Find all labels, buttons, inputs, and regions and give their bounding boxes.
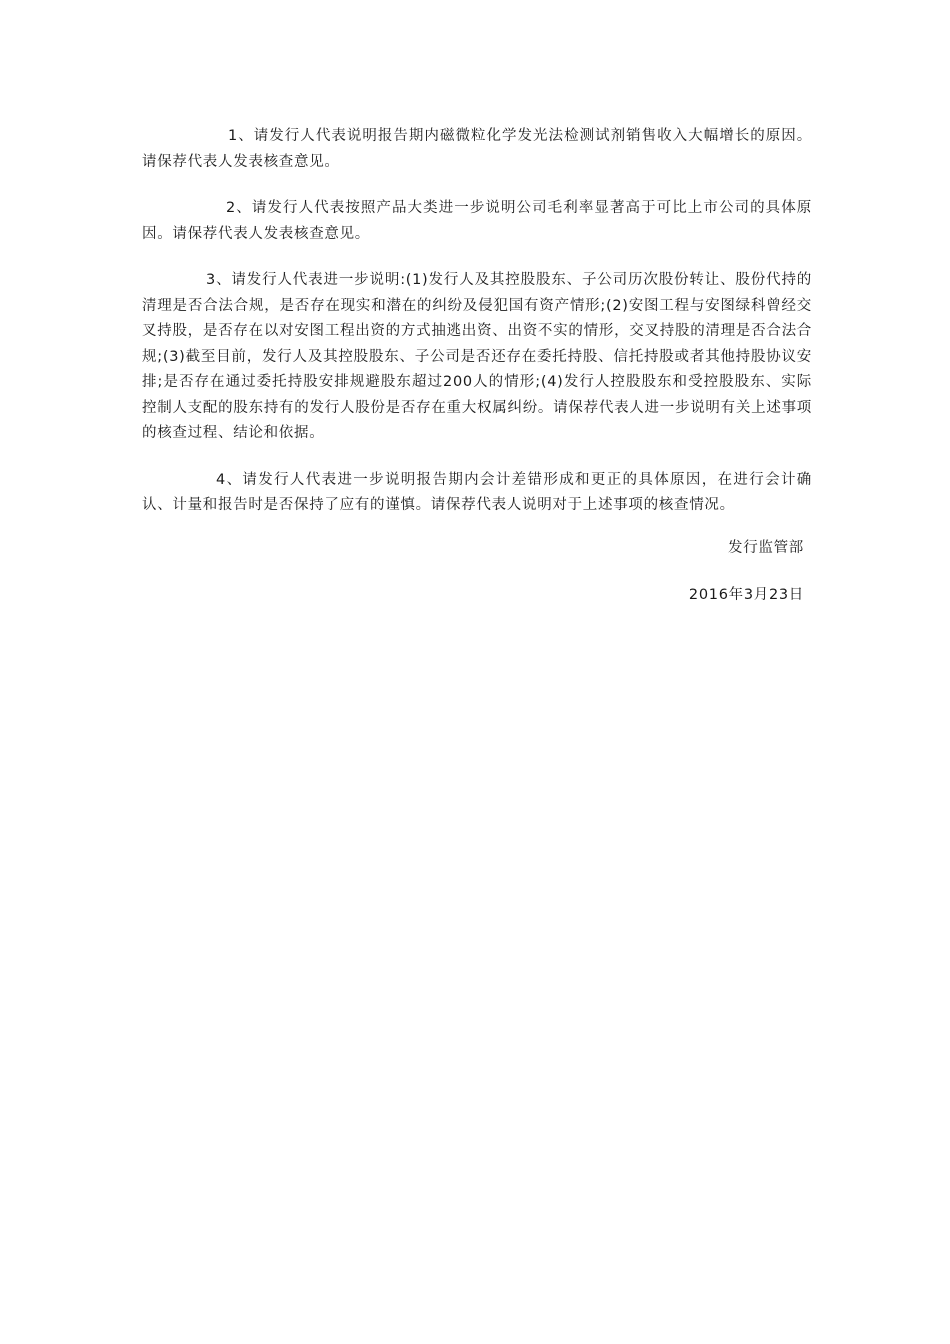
question-1-paragraph: 1、请发行人代表说明报告期内磁微粒化学发光法检测试剂销售收入大幅增长的原因。请保荐代表人发表核查意见。	[142, 128, 812, 170]
question-4-paragraph: 4、请发行人代表进一步说明报告期内会计差错形成和更正的具体原因，在进行会计确认、计量和报告时是否保持了应有的谨慎。请保荐代表人说明对于上述事项的核查情况。	[142, 471, 812, 513]
document-date: 2016年3月23日	[688, 587, 804, 603]
question-3-paragraph: 3、请发行人代表进一步说明:(1)发行人及其控股股东、子公司历次股份转让、股份代持的清理是否合法合规，是否存在现实和潜在的纠纷及侵犯国有资产情形;(2)安图工程与安图绿科曾经交叉持股，是否存在以对安图工程出资的方式抽逃出资、出资不实的情形，交叉持股的清理是否合法合规;(3)截至目前，发行人及其控股股东、子公司是否还存在委托持股、信托持股或者其他持股协议安排;是否存在通过委托持股安排规避股东超过200人的情形;(4)发行人控股股东和受控股股东、实际控制人支配的股东持有的发行人股份是否存在重大权属纠纷。请保荐代表人进一步说明有关上述事项的核查过程、结论和依据。	[142, 272, 812, 441]
question-2-paragraph: 2、请发行人代表按照产品大类进一步说明公司毛利率显著高于可比上市公司的具体原因。请保荐代表人发表核查意见。	[142, 200, 812, 242]
issuing-department: 发行监管部	[728, 539, 804, 556]
document-body	[142, 124, 812, 609]
